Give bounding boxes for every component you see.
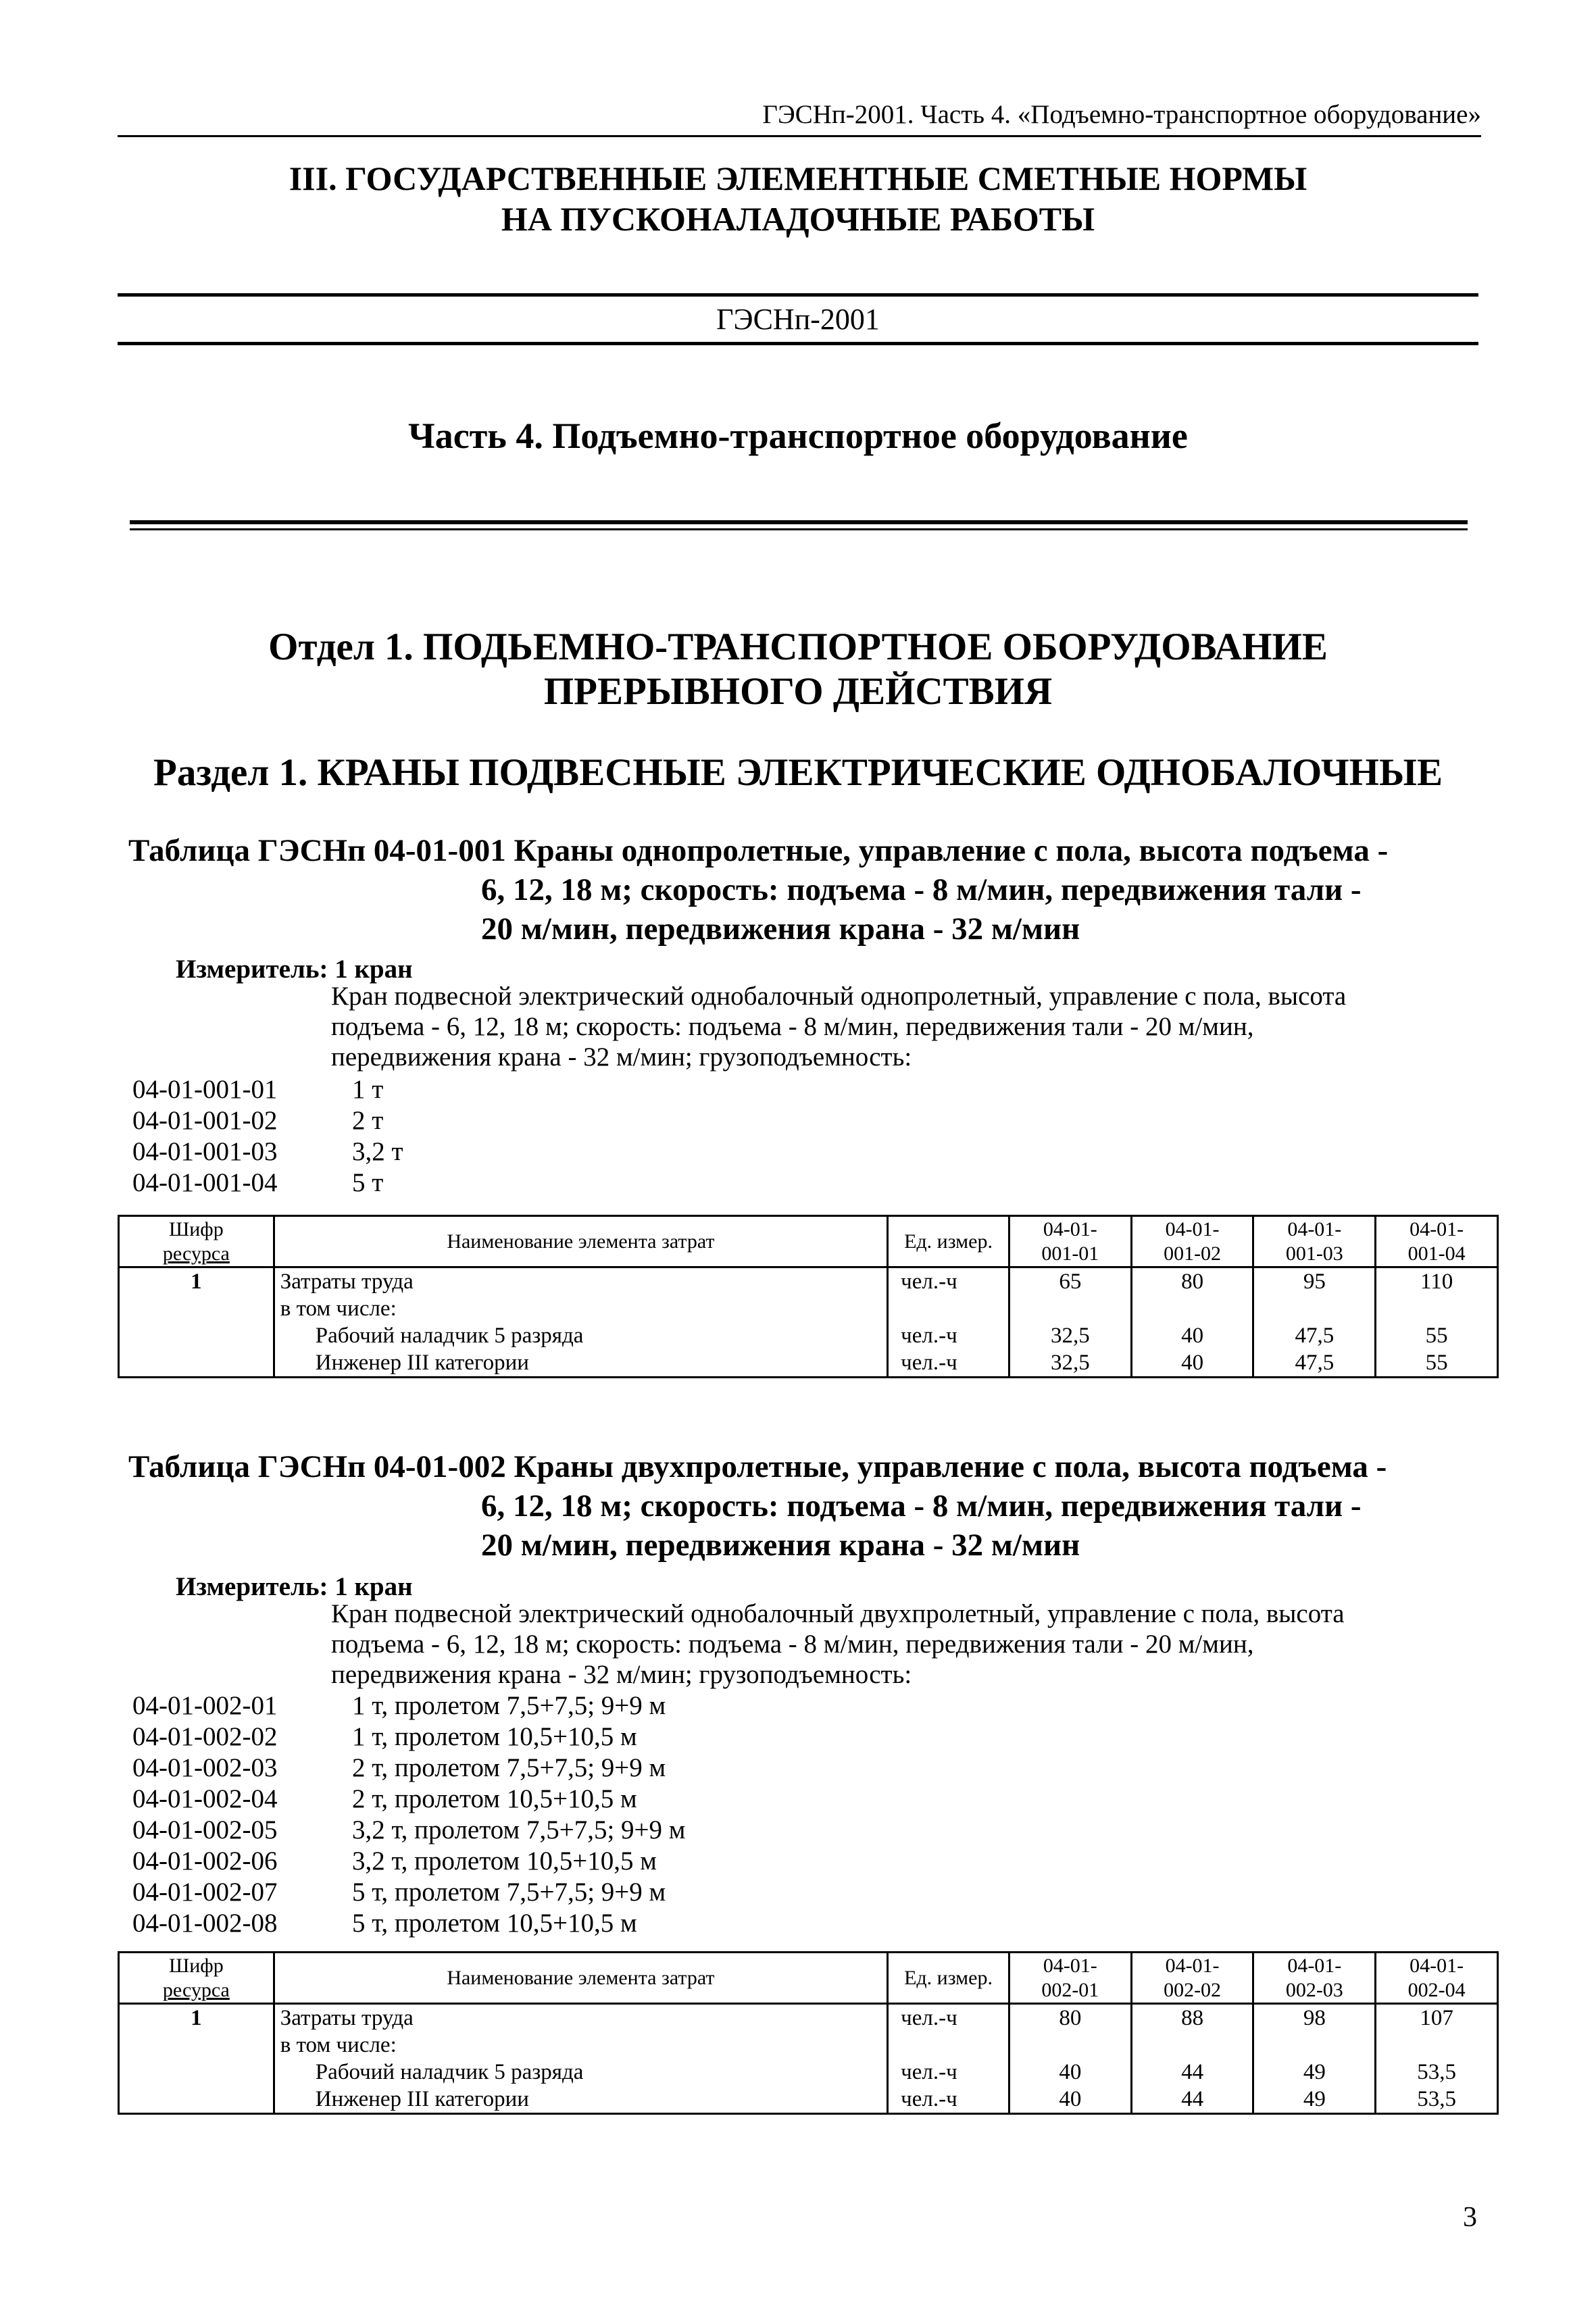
code: 04-01-002-06 <box>132 1846 278 1876</box>
department-line1: Отдел 1. ПОДЬЕМНО-ТРАНСПОРТНОЕ ОБОРУДОВАНИЕ <box>268 626 1328 668</box>
code-label: 2 т, пролетом 10,5+10,5 м <box>352 1784 637 1813</box>
code-label: 3,2 т, пролетом 10,5+10,5 м <box>352 1846 657 1876</box>
column-header-code: 04-01- 002-02 <box>1131 1953 1253 2004</box>
cell <box>1009 1295 1131 1322</box>
cell: чел.-ч <box>888 2059 1009 2086</box>
table2-title <box>128 1447 1466 1565</box>
running-header: ГЭСНп-2001. Часть 4. «Подъемно-транспортное оборудование» <box>762 100 1481 129</box>
cell: 53,5 <box>1376 2059 1498 2086</box>
column-header-shifr: Шифр ресурса <box>119 1953 274 2004</box>
cell <box>119 1349 274 1378</box>
list-item <box>132 1136 403 1167</box>
table-row <box>119 1267 1498 1296</box>
gesn-label: ГЭСНп-2001 <box>716 303 880 336</box>
table-row <box>119 2004 1498 2032</box>
code-label: 1 т, пролетом 10,5+10,5 м <box>352 1722 637 1751</box>
table2-code-list <box>132 1690 685 1939</box>
table-row <box>119 2032 1498 2059</box>
cell: 55 <box>1376 1349 1498 1378</box>
code: 04-01-002-01 <box>132 1691 278 1720</box>
cell: 32,5 <box>1009 1322 1131 1349</box>
cell: чел.-ч <box>888 1322 1009 1349</box>
section-heading-line2: НА ПУСКОНАЛАДОЧНЫЕ РАБОТЫ <box>501 200 1095 238</box>
list-item <box>132 1846 685 1877</box>
code: 04-01-002-03 <box>132 1753 278 1782</box>
column-header-name: Наименование элемента затрат <box>274 1953 887 2004</box>
column-header-code: 04-01- 002-03 <box>1253 1953 1376 2004</box>
part-title: Часть 4. Подъемно-транспортное оборудование <box>408 416 1188 456</box>
cell <box>888 2032 1009 2059</box>
code-label: 1 т <box>352 1075 384 1104</box>
table1-title-line3: 20 м/мин, передвижения крана - 32 м/мин <box>481 911 1080 947</box>
code: 04-01-001-03 <box>132 1137 278 1166</box>
column-header-code: 04-01- 001-04 <box>1376 1216 1498 1267</box>
section-heading-line1: III. ГОСУДАРСТВЕННЫЕ ЭЛЕМЕНТНЫЕ СМЕТНЫЕ НОРМЫ <box>289 159 1307 197</box>
table1-title-line2: 6, 12, 18 м; скорость: подъема - 8 м/мин, передвижения тали - <box>481 872 1362 907</box>
cell <box>1009 2032 1131 2059</box>
code: 04-01-001-04 <box>132 1168 278 1197</box>
cell: 98 <box>1253 2004 1376 2032</box>
cell: чел.-ч <box>888 1267 1009 1296</box>
table2-meter: Измеритель: 1 кран <box>176 1572 413 1601</box>
column-header-code: 04-01- 001-02 <box>1131 1216 1253 1267</box>
list-item <box>132 1908 685 1939</box>
cell: 40 <box>1131 1322 1253 1349</box>
cell <box>1131 1295 1253 1322</box>
code: 04-01-002-04 <box>132 1784 278 1813</box>
list-item <box>132 1690 685 1721</box>
cell: Инженер III категории <box>274 1349 887 1378</box>
column-header-name: Наименование элемента затрат <box>274 1216 887 1267</box>
cell: Инженер III категории <box>274 2086 887 2114</box>
cell: 53,5 <box>1376 2086 1498 2114</box>
column-header-code: 04-01- 001-03 <box>1253 1216 1376 1267</box>
table1-resources <box>118 1215 1499 1378</box>
code: 04-01-002-08 <box>132 1909 278 1938</box>
code-label: 3,2 т <box>352 1137 403 1166</box>
list-item <box>132 1167 403 1199</box>
cell: чел.-ч <box>888 2086 1009 2114</box>
table-row <box>119 1295 1498 1322</box>
cell: 47,5 <box>1253 1349 1376 1378</box>
cell <box>119 2032 274 2059</box>
code: 04-01-002-05 <box>132 1815 278 1844</box>
table2-title-line1: Таблица ГЭСНп 04-01-002 Краны двухпролетные, управление с пола, высота подъема - <box>128 1449 1387 1484</box>
code-label: 2 т <box>352 1106 384 1135</box>
cell <box>1253 2032 1376 2059</box>
code-label: 5 т, пролетом 10,5+10,5 м <box>352 1909 637 1938</box>
code: 04-01-001-01 <box>132 1075 278 1104</box>
table-header-row <box>119 1953 1498 2004</box>
column-header-unit: Ед. измер. <box>888 1216 1009 1267</box>
column-header-shifr: Шифр ресурса <box>119 1216 274 1267</box>
list-item <box>132 1877 685 1908</box>
cell: 95 <box>1253 1267 1376 1296</box>
code: 04-01-002-02 <box>132 1722 278 1751</box>
cell: в том числе: <box>274 2032 887 2059</box>
cell: Рабочий наладчик 5 разряда <box>274 1322 887 1349</box>
table1-title-line1: Таблица ГЭСНп 04-01-001 Краны однопролетные, управление с пола, высота подъема - <box>128 833 1389 868</box>
code-label: 3,2 т, пролетом 7,5+7,5; 9+9 м <box>352 1815 686 1844</box>
table2-title-line2: 6, 12, 18 м; скорость: подъема - 8 м/мин, передвижения тали - <box>481 1488 1362 1524</box>
table1-meter: Измеритель: 1 кран <box>176 955 413 984</box>
list-item <box>132 1815 685 1846</box>
code: 04-01-001-02 <box>132 1106 278 1135</box>
cell: Рабочий наладчик 5 разряда <box>274 2059 887 2086</box>
gesn-bottom-rule <box>118 342 1478 345</box>
table-row <box>119 1349 1498 1378</box>
code-label: 1 т, пролетом 7,5+7,5; 9+9 м <box>352 1691 666 1720</box>
cell <box>119 1322 274 1349</box>
table1-description: Кран подвесной электрический однобалочный однопролетный, управление с пола, высота подъема - 6, 12, 18 м; скорость: подъема - 8 м/мин, передвижения тали - 20 м/мин, передвижения крана - 32 м/мин; грузоподъемность: <box>331 982 1347 1072</box>
table1-title <box>128 831 1466 949</box>
cell: 110 <box>1376 1267 1498 1296</box>
cell: 40 <box>1009 2086 1131 2114</box>
code-label: 2 т, пролетом 7,5+7,5; 9+9 м <box>352 1753 666 1782</box>
cell <box>1131 2032 1253 2059</box>
cell <box>119 2086 274 2114</box>
table2-resources <box>118 1951 1499 2115</box>
cell: Затраты труда <box>274 2004 887 2032</box>
cell <box>119 2059 274 2086</box>
department-line2: ПРЕРЫВНОГО ДЕЙСТВИЯ <box>543 670 1053 713</box>
cell <box>1376 1295 1498 1322</box>
list-item <box>132 1074 403 1105</box>
cell: 1 <box>119 2004 274 2032</box>
cell: в том числе: <box>274 1295 887 1322</box>
list-item <box>132 1105 403 1136</box>
cell <box>1253 1295 1376 1322</box>
column-header-code: 04-01- 001-01 <box>1009 1216 1131 1267</box>
table-row <box>119 2086 1498 2114</box>
cell: чел.-ч <box>888 1349 1009 1378</box>
subsection-heading: Раздел 1. КРАНЫ ПОДВЕСНЫЕ ЭЛЕКТРИЧЕСКИЕ ОДНОБАЛОЧНЫЕ <box>153 751 1443 794</box>
column-header-code: 04-01- 002-04 <box>1376 1953 1498 2004</box>
cell: 47,5 <box>1253 1322 1376 1349</box>
cell: чел.-ч <box>888 2004 1009 2032</box>
cell: 49 <box>1253 2086 1376 2114</box>
list-item <box>132 1784 685 1815</box>
cell <box>119 1295 274 1322</box>
code-label: 5 т, пролетом 7,5+7,5; 9+9 м <box>352 1878 666 1907</box>
cell: Затраты труда <box>274 1267 887 1296</box>
cell: 65 <box>1009 1267 1131 1296</box>
cell: 44 <box>1131 2086 1253 2114</box>
cell: 49 <box>1253 2059 1376 2086</box>
cell: 55 <box>1376 1322 1498 1349</box>
part-rule-thick <box>130 520 1468 524</box>
cell: 1 <box>119 1267 274 1296</box>
table-header-row <box>119 1216 1498 1267</box>
table2-description: Кран подвесной электрический однобалочный двухпролетный, управление с пола, высота подъема - 6, 12, 18 м; скорость: подъема - 8 м/мин, передвижения тали - 20 м/мин, передвижения крана - 32 м/мин; грузоподъемность: <box>331 1599 1345 1689</box>
header-rule <box>118 135 1481 137</box>
table2-title-line3: 20 м/мин, передвижения крана - 32 м/мин <box>481 1528 1080 1563</box>
column-header-code: 04-01- 002-01 <box>1009 1953 1131 2004</box>
cell: 44 <box>1131 2059 1253 2086</box>
table-row <box>119 2059 1498 2086</box>
list-item <box>132 1753 685 1784</box>
gesn-top-rule <box>118 293 1478 297</box>
cell: 88 <box>1131 2004 1253 2032</box>
table-row <box>119 1322 1498 1349</box>
list-item <box>132 1721 685 1753</box>
cell: 32,5 <box>1009 1349 1131 1378</box>
cell <box>1376 2032 1498 2059</box>
cell: 40 <box>1131 1349 1253 1378</box>
cell <box>888 1295 1009 1322</box>
table1-code-list <box>132 1074 403 1199</box>
code: 04-01-002-07 <box>132 1878 278 1907</box>
part-rule-thin <box>130 528 1468 530</box>
code-label: 5 т <box>352 1168 384 1197</box>
cell: 107 <box>1376 2004 1498 2032</box>
page-number: 3 <box>1463 2202 1477 2233</box>
cell: 40 <box>1009 2059 1131 2086</box>
cell: 80 <box>1009 2004 1131 2032</box>
column-header-unit: Ед. измер. <box>888 1953 1009 2004</box>
cell: 80 <box>1131 1267 1253 1296</box>
